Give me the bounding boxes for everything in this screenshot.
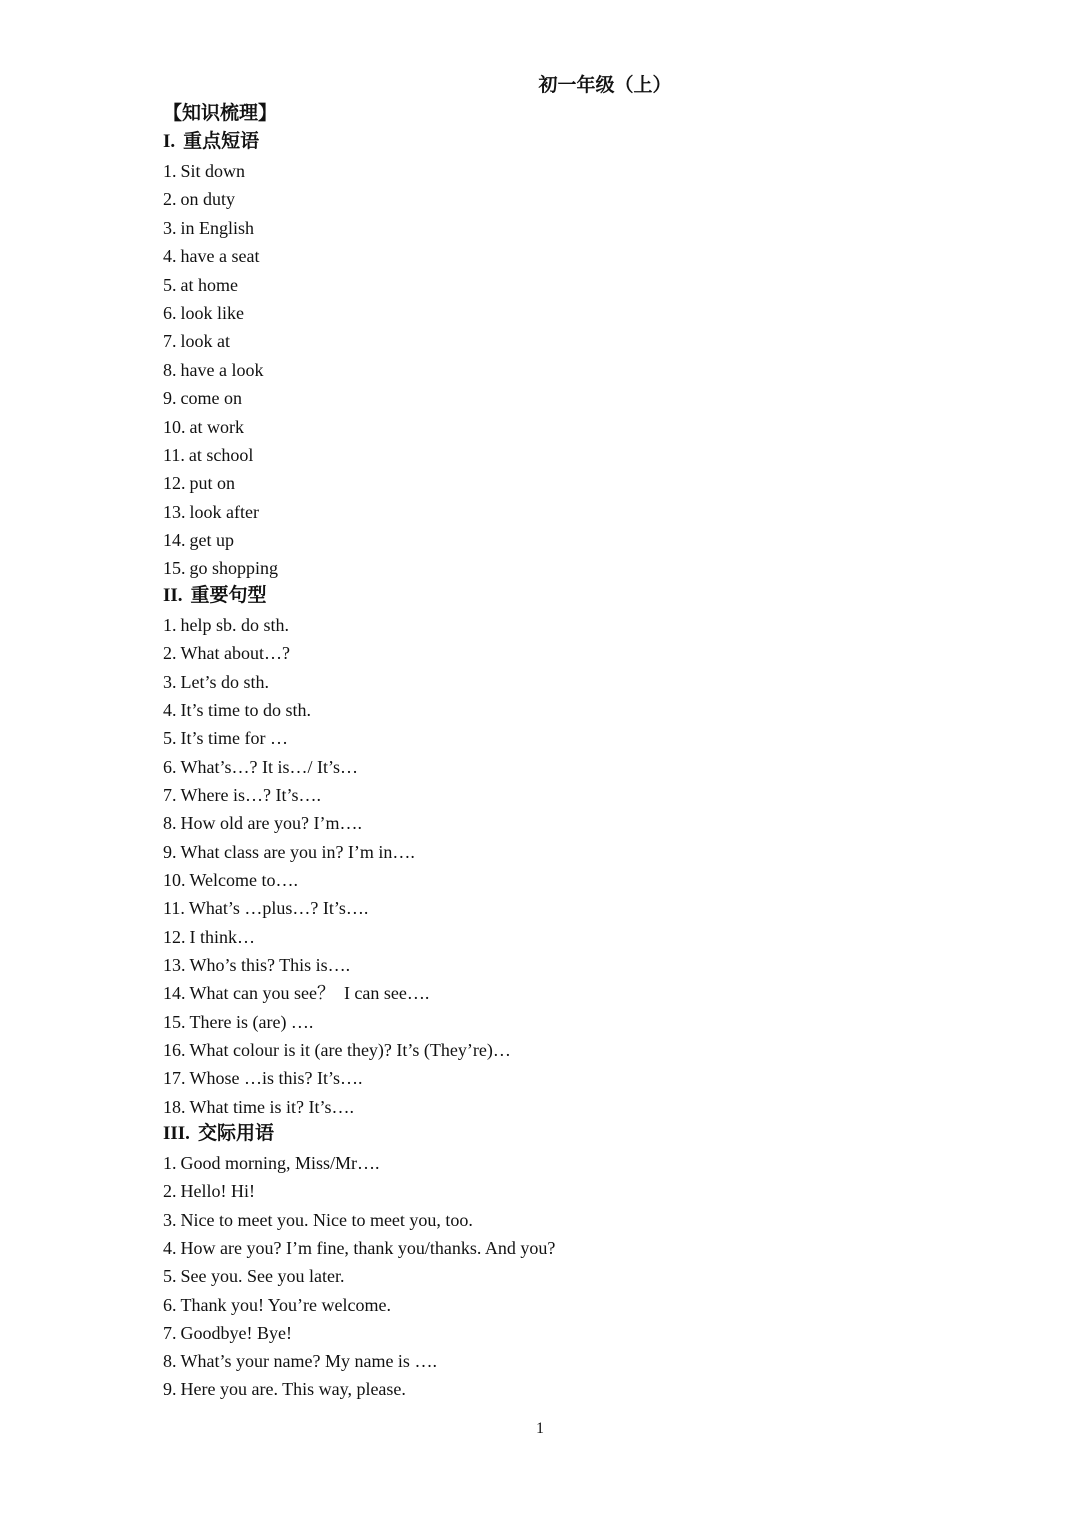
item-number: 12. xyxy=(163,473,186,494)
item-number: 17. xyxy=(163,1068,186,1089)
list-item xyxy=(163,612,863,640)
list-item xyxy=(163,442,863,470)
item-text: have a seat xyxy=(180,246,260,267)
section-number: I. xyxy=(163,131,176,152)
item-number: 3. xyxy=(163,671,177,692)
list-item xyxy=(163,470,863,498)
item-text: What about…? xyxy=(180,643,290,664)
list-item xyxy=(163,669,863,697)
item-text: on duty xyxy=(180,189,236,210)
list-item xyxy=(163,1292,863,1320)
document-body xyxy=(163,102,863,1405)
item-number: 4. xyxy=(163,246,177,267)
item-text: What’s…? It is…/ It’s… xyxy=(180,756,358,777)
item-number: 11. xyxy=(163,444,185,465)
list-item xyxy=(163,952,863,980)
section-title: 重点短语 xyxy=(183,131,260,152)
list-item xyxy=(163,243,863,271)
list-item xyxy=(163,895,863,923)
item-number: 7. xyxy=(163,331,177,352)
list-item xyxy=(163,1207,863,1235)
item-number: 3. xyxy=(163,217,177,238)
section-heading-sentence-patterns xyxy=(163,584,863,612)
item-text: What’s your name? My name is …. xyxy=(180,1351,437,1372)
item-text: at home xyxy=(180,274,238,295)
item-text: It’s time for … xyxy=(180,728,288,749)
list-item xyxy=(163,215,863,243)
list-item xyxy=(163,1376,863,1404)
item-number: 5. xyxy=(163,728,177,749)
item-text: What can you see？ I can see…. xyxy=(189,983,430,1004)
list-item xyxy=(163,1320,863,1348)
item-text: at work xyxy=(189,416,244,437)
item-number: 15. xyxy=(163,558,186,579)
item-text: Whose …is this? It’s…. xyxy=(189,1068,363,1089)
list-item xyxy=(163,527,863,555)
item-text: have a look xyxy=(180,359,264,380)
item-text: get up xyxy=(189,530,234,551)
list-item xyxy=(163,1009,863,1037)
item-number: 7. xyxy=(163,784,177,805)
item-text: at school xyxy=(188,444,254,465)
item-text: Nice to meet you. Nice to meet you, too. xyxy=(180,1209,473,1230)
section-heading-phrases xyxy=(163,130,863,158)
item-number: 1. xyxy=(163,161,177,181)
list-item xyxy=(163,1235,863,1263)
item-number: 10. xyxy=(163,869,186,890)
list-item xyxy=(163,640,863,668)
list-item xyxy=(163,186,863,214)
list-item xyxy=(163,499,863,527)
item-number: 6. xyxy=(163,302,177,323)
item-text: There is (are) …. xyxy=(189,1011,314,1032)
item-text: What’s …plus…? It’s…. xyxy=(188,898,369,919)
item-number: 8. xyxy=(163,813,177,834)
item-number: 3. xyxy=(163,1209,177,1230)
list-item xyxy=(163,1037,863,1065)
item-text: What class are you in? I’m in…. xyxy=(180,841,415,862)
list-item xyxy=(163,328,863,356)
item-text: Hello! Hi! xyxy=(180,1181,255,1202)
item-number: 10. xyxy=(163,416,186,437)
item-number: 13. xyxy=(163,501,186,522)
item-number: 5. xyxy=(163,274,177,295)
list-item xyxy=(163,697,863,725)
item-text: put on xyxy=(189,473,236,494)
item-text: It’s time to do sth. xyxy=(180,699,311,720)
item-number: 7. xyxy=(163,1322,177,1343)
item-number: 16. xyxy=(163,1040,186,1061)
list-item xyxy=(163,782,863,810)
outline-heading: 【知识梳理】 xyxy=(163,103,278,124)
item-number: 4. xyxy=(163,1237,177,1258)
item-text: Goodbye! Bye! xyxy=(180,1322,292,1343)
list-item xyxy=(163,385,863,413)
sentence-patterns-list xyxy=(163,612,863,1122)
item-text: Where is…? It’s…. xyxy=(180,784,321,805)
item-number: 11. xyxy=(163,898,185,919)
list-item xyxy=(163,867,863,895)
item-text: What colour is it (are they)? It’s (They’re)… xyxy=(189,1040,511,1061)
list-item xyxy=(163,1094,863,1122)
item-number: 2. xyxy=(163,643,177,664)
item-text: What time is it? It’s…. xyxy=(189,1096,354,1117)
section-title: 交际用语 xyxy=(197,1123,274,1145)
list-item xyxy=(163,1065,863,1093)
item-number: 13. xyxy=(163,954,186,975)
item-text: Welcome to…. xyxy=(189,869,299,890)
list-item xyxy=(163,1150,863,1178)
item-text: Good morning, Miss/Mr…. xyxy=(180,1153,380,1174)
list-item xyxy=(163,1348,863,1376)
list-item xyxy=(163,357,863,385)
list-item xyxy=(163,555,863,583)
phrases-list xyxy=(163,158,863,584)
item-text: See you. See you later. xyxy=(180,1266,345,1287)
item-number: 14. xyxy=(163,983,186,1004)
list-item xyxy=(163,1178,863,1206)
section-number: II. xyxy=(163,584,183,606)
item-number: 1. xyxy=(163,1153,177,1174)
section-number: III. xyxy=(163,1123,190,1145)
item-text: Thank you! You’re welcome. xyxy=(180,1294,391,1315)
communication-list xyxy=(163,1150,863,1405)
item-text: in English xyxy=(180,217,255,238)
list-item xyxy=(163,725,863,753)
list-item xyxy=(163,810,863,838)
item-number: 9. xyxy=(163,1379,177,1400)
item-number: 14. xyxy=(163,530,186,551)
section-heading-communication xyxy=(163,1122,863,1150)
section-title: 重要句型 xyxy=(190,584,267,606)
item-text: Sit down xyxy=(180,161,246,181)
item-text: look after xyxy=(189,501,259,522)
list-item xyxy=(163,924,863,952)
item-number: 8. xyxy=(163,359,177,380)
list-item xyxy=(163,980,863,1008)
item-text: look like xyxy=(180,302,244,323)
item-text: How are you? I’m fine, thank you/thanks. And you? xyxy=(180,1237,556,1258)
page-title: 初一年级（上） xyxy=(538,75,672,96)
item-number: 18. xyxy=(163,1096,186,1117)
item-number: 4. xyxy=(163,699,177,720)
item-number: 8. xyxy=(163,1351,177,1372)
item-text: How old are you? I’m…. xyxy=(180,813,362,834)
item-number: 6. xyxy=(163,756,177,777)
item-text: look at xyxy=(180,331,230,352)
item-text: Let’s do sth. xyxy=(180,671,269,692)
item-number: 5. xyxy=(163,1266,177,1287)
item-text: go shopping xyxy=(189,558,279,579)
item-number: 2. xyxy=(163,189,177,210)
item-text: Here you are. This way, please. xyxy=(180,1379,406,1400)
list-item xyxy=(163,839,863,867)
item-number: 15. xyxy=(163,1011,186,1032)
item-text: come on xyxy=(180,388,242,409)
item-number: 6. xyxy=(163,1294,177,1315)
item-text: I think… xyxy=(189,926,255,947)
page-number: 1 xyxy=(536,1420,544,1437)
item-number: 12. xyxy=(163,926,186,947)
item-number: 9. xyxy=(163,841,177,862)
list-item xyxy=(163,300,863,328)
item-number: 2. xyxy=(163,1181,177,1202)
list-item xyxy=(163,414,863,442)
list-item xyxy=(163,272,863,300)
item-text: Who’s this? This is…. xyxy=(189,954,351,975)
item-text: help sb. do sth. xyxy=(180,614,290,635)
list-item xyxy=(163,754,863,782)
item-number: 9. xyxy=(163,388,177,409)
item-number: 1. xyxy=(163,614,177,635)
list-item xyxy=(163,1263,863,1291)
list-item xyxy=(163,158,863,186)
